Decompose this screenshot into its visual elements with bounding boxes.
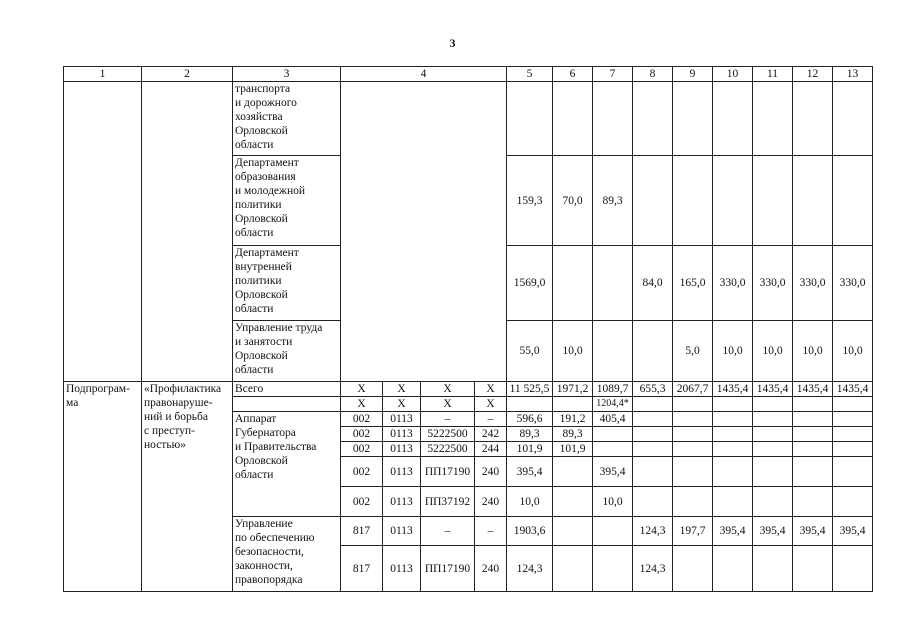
cell-value: 10,0 <box>793 321 833 382</box>
cell-code: ПП37192 <box>421 487 475 517</box>
cell-code: – <box>421 517 475 546</box>
org-education: Департамент образования и молодежной политики Орловской области <box>233 156 341 246</box>
cell-value: 124,3 <box>633 546 673 592</box>
cell-value: 330,0 <box>713 246 753 321</box>
cell-value: 395,4 <box>753 517 793 546</box>
cell-x: X <box>341 397 383 412</box>
subprogram-title: «Профилактика правонаруше- ний и борьба с преступ- ностью» <box>142 382 233 592</box>
header-col-6: 6 <box>553 67 593 82</box>
cell-value: 1971,2 <box>553 382 593 397</box>
table-row <box>64 82 873 156</box>
page-number: 3 <box>449 36 456 50</box>
cell-value: 165,0 <box>673 246 713 321</box>
cell-value: 124,3 <box>633 517 673 546</box>
cell-code: 002 <box>341 457 383 487</box>
cell-code: 002 <box>341 442 383 457</box>
cell-value: 395,4 <box>713 517 753 546</box>
cell-value: 191,2 <box>553 412 593 427</box>
org-transport: транспорта и дорожного хозяйства Орловской области <box>233 82 341 156</box>
total-label: Всего <box>233 382 341 397</box>
header-col-8: 8 <box>633 67 673 82</box>
header-col-10: 10 <box>713 67 753 82</box>
org-apparatus: Аппарат Губернатора и Правительства Орловской области <box>233 412 341 517</box>
cell-value: 70,0 <box>553 156 593 246</box>
cell-value: 1903,6 <box>507 517 553 546</box>
cell-value: 655,3 <box>633 382 673 397</box>
cell-value: 101,9 <box>553 442 593 457</box>
cell-code: – <box>475 412 507 427</box>
cell-code: 242 <box>475 427 507 442</box>
cell-value: 89,3 <box>507 427 553 442</box>
header-col-2: 2 <box>142 67 233 82</box>
cell-code: 002 <box>341 427 383 442</box>
cell-empty <box>142 82 233 382</box>
cell-x: X <box>383 382 421 397</box>
cell-code: 0113 <box>383 442 421 457</box>
cell-x: X <box>475 382 507 397</box>
header-col-11: 11 <box>753 67 793 82</box>
cell-empty <box>64 82 142 382</box>
cell-value: 89,3 <box>593 156 633 246</box>
subprogram-label: Подпрограм- ма <box>64 382 142 592</box>
cell-value: 89,3 <box>553 427 593 442</box>
cell-value: 5,0 <box>673 321 713 382</box>
cell-x: X <box>341 382 383 397</box>
header-col-7: 7 <box>593 67 633 82</box>
cell-code: 240 <box>475 546 507 592</box>
cell-value: 395,4 <box>793 517 833 546</box>
cell-x: X <box>421 397 475 412</box>
header-col-9: 9 <box>673 67 713 82</box>
header-col-4: 4 <box>341 67 507 82</box>
cell-value: 330,0 <box>753 246 793 321</box>
org-labor: Управление труда и занятости Орловской области <box>233 321 341 382</box>
cell-x: X <box>383 397 421 412</box>
cell-value: 1435,4 <box>833 382 873 397</box>
cell-value: 330,0 <box>793 246 833 321</box>
cell-code: – <box>475 517 507 546</box>
cell-code: 5222500 <box>421 427 475 442</box>
cell-empty <box>341 82 507 382</box>
header-col-12: 12 <box>793 67 833 82</box>
cell-value: 330,0 <box>833 246 873 321</box>
budget-table <box>63 66 873 592</box>
cell-value: 124,3 <box>507 546 553 592</box>
header-col-5: 5 <box>507 67 553 82</box>
cell-code: – <box>421 412 475 427</box>
cell-value: 10,0 <box>507 487 553 517</box>
cell-code: 0113 <box>383 457 421 487</box>
cell-value: 395,4 <box>833 517 873 546</box>
header-col-3: 3 <box>233 67 341 82</box>
cell-value: 1435,4 <box>753 382 793 397</box>
cell-code: 240 <box>475 487 507 517</box>
cell-value: 197,7 <box>673 517 713 546</box>
cell-code: 817 <box>341 517 383 546</box>
cell-value: 10,0 <box>753 321 793 382</box>
cell-code: ПП17190 <box>421 546 475 592</box>
header-row <box>64 67 873 82</box>
org-security: Управление по обеспечению безопасности, законности, правопорядка <box>233 517 341 592</box>
cell-value: 2067,7 <box>673 382 713 397</box>
cell-value: 395,4 <box>593 457 633 487</box>
cell-code: 817 <box>341 546 383 592</box>
table-row-total <box>64 382 873 397</box>
cell-value: 405,4 <box>593 412 633 427</box>
cell-code: 002 <box>341 487 383 517</box>
cell-code: 0113 <box>383 546 421 592</box>
cell-code: 244 <box>475 442 507 457</box>
cell-x: X <box>421 382 475 397</box>
cell-value: 1569,0 <box>507 246 553 321</box>
cell-value-star: 1204,4* <box>593 397 633 412</box>
cell-code: 0113 <box>383 517 421 546</box>
cell-code: 002 <box>341 412 383 427</box>
cell-x: X <box>475 397 507 412</box>
cell-value: 11 525,5 <box>507 382 553 397</box>
cell-value: 55,0 <box>507 321 553 382</box>
cell-value: 1435,4 <box>793 382 833 397</box>
cell-value: 596,6 <box>507 412 553 427</box>
cell-value: 84,0 <box>633 246 673 321</box>
cell-code: 0113 <box>383 487 421 517</box>
cell-value: 10,0 <box>593 487 633 517</box>
cell-value: 101,9 <box>507 442 553 457</box>
cell-value: 1089,7 <box>593 382 633 397</box>
cell-value: 10,0 <box>833 321 873 382</box>
org-internal-policy: Департамент внутренней политики Орловской области <box>233 246 341 321</box>
cell-value: 1435,4 <box>713 382 753 397</box>
cell-value: 159,3 <box>507 156 553 246</box>
cell-value: 395,4 <box>507 457 553 487</box>
cell-code: 0113 <box>383 412 421 427</box>
cell-code: 0113 <box>383 427 421 442</box>
cell-code: ПП17190 <box>421 457 475 487</box>
header-col-1: 1 <box>64 67 142 82</box>
header-col-13: 13 <box>833 67 873 82</box>
cell-code: 240 <box>475 457 507 487</box>
cell-code: 5222500 <box>421 442 475 457</box>
cell-value: 10,0 <box>553 321 593 382</box>
cell-value: 10,0 <box>713 321 753 382</box>
